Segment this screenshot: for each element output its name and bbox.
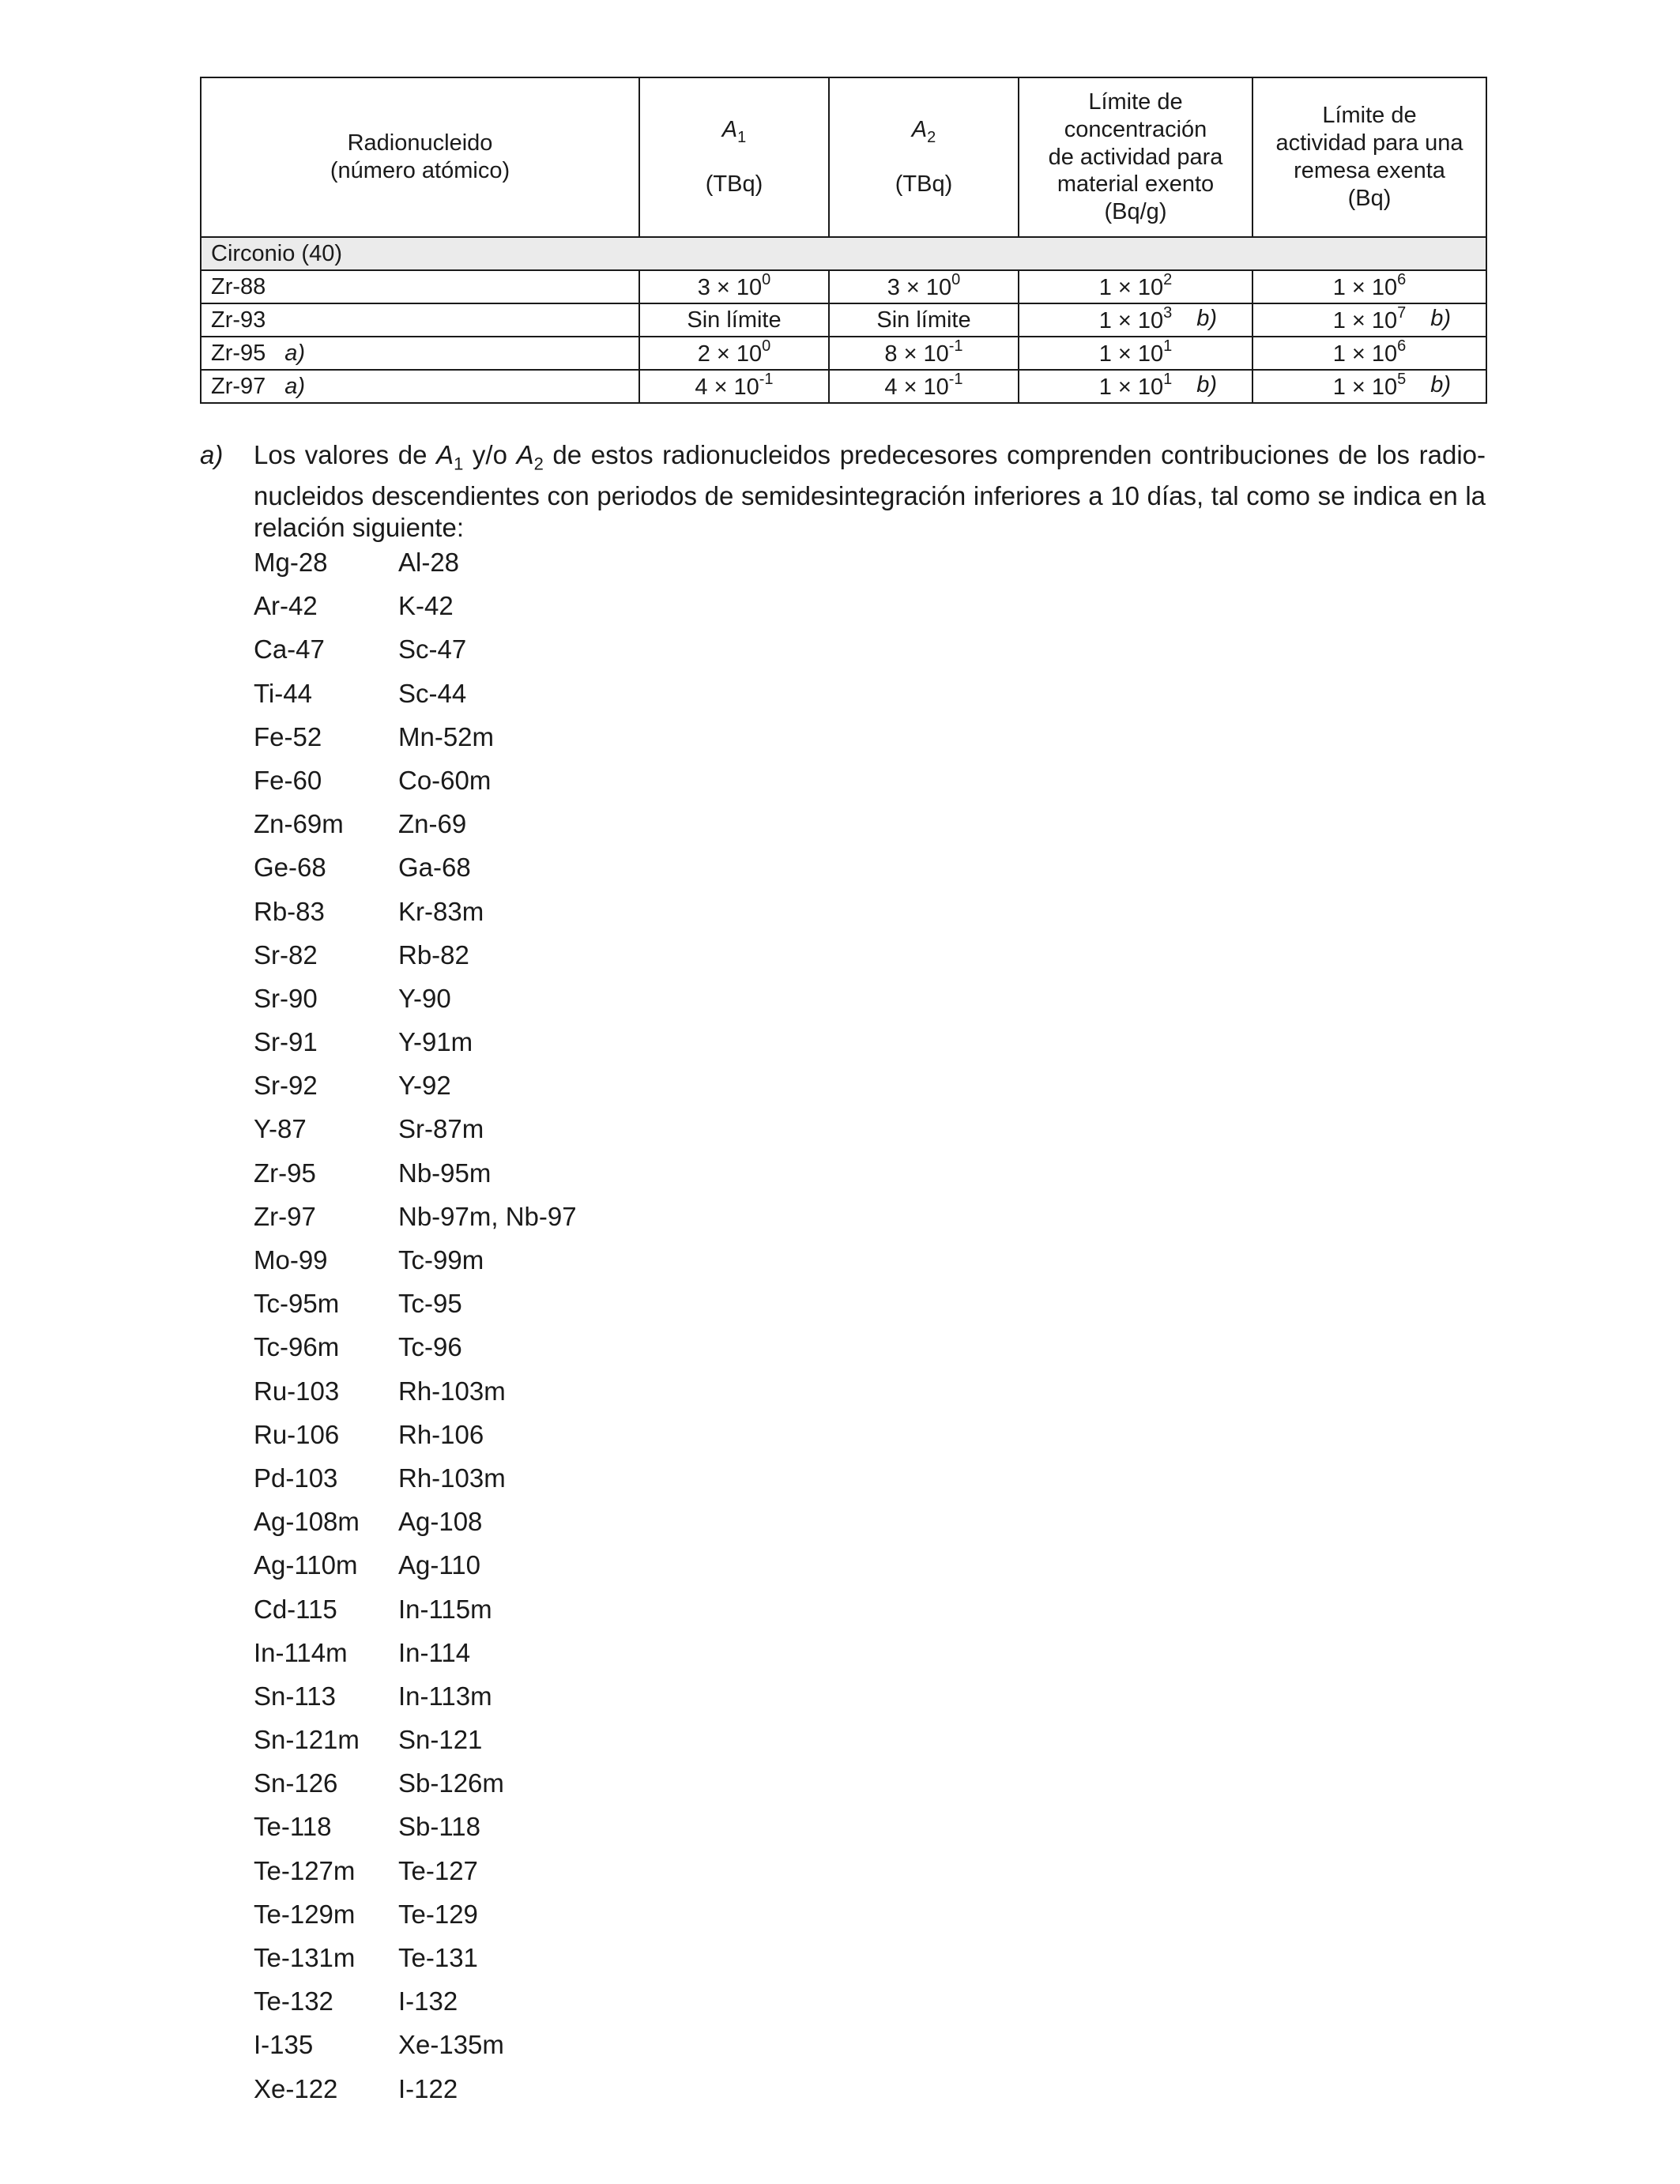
list-item (254, 1681, 577, 1724)
concentration-value-cell (1019, 337, 1252, 370)
radionuclide-table (200, 77, 1487, 404)
footnote-text-part1: Los valores de (254, 440, 437, 469)
daughter-nuclide: Rh-103m (398, 1463, 506, 1493)
parent-nuclide: Tc-95m (254, 1289, 340, 1319)
header-a1-symbol: A (721, 117, 738, 143)
list-item (254, 547, 577, 590)
parent-nuclide: Sn-121m (254, 1725, 360, 1755)
parent-nuclide: Pd-103 (254, 1463, 338, 1493)
daughter-nuclide: Sc-47 (398, 634, 467, 665)
a2-value-cell (829, 303, 1019, 337)
daughter-nuclide: Xe-135m (398, 2030, 504, 2060)
parent-nuclide: Fe-52 (254, 721, 322, 751)
list-item (254, 634, 577, 677)
daughter-nuclide: Tc-95 (398, 1289, 462, 1319)
parent-nuclide: Ti-44 (254, 678, 312, 708)
list-item (254, 1986, 577, 2029)
daughter-nuclide: Sb-126m (398, 1768, 504, 1798)
header-radionuclide-line2: (número atómico) (330, 158, 510, 183)
header-consignment-limit (1252, 77, 1486, 237)
list-item (254, 721, 577, 765)
list-item (254, 1113, 577, 1157)
a2-value-cell (829, 337, 1019, 370)
header-cons-line1: Límite de (1322, 103, 1417, 129)
parent-nuclide: Zr-97 (254, 1201, 316, 1231)
daughter-nuclide: Rb-82 (398, 939, 469, 970)
header-a2 (829, 77, 1019, 237)
daughter-nuclide: Sr-87m (398, 1114, 484, 1144)
list-item (254, 983, 577, 1026)
nuclide-cell (201, 303, 639, 337)
consignment-value-cell (1252, 270, 1486, 303)
header-conc-line1: Límite de (1088, 89, 1183, 115)
a2-value-base: 10 (925, 274, 952, 300)
times-sign: × (1351, 274, 1365, 300)
list-item (254, 896, 577, 939)
parent-nuclide: Sr-90 (254, 983, 318, 1013)
concentration-value (1098, 371, 1173, 400)
parent-nuclide: In-114m (254, 1637, 348, 1667)
parent-nuclide: Te-131m (254, 1943, 356, 1972)
element-group-row (201, 237, 1486, 270)
a2-value-cell (829, 270, 1019, 303)
footnote-ref: a) (284, 373, 306, 399)
list-item (254, 1331, 577, 1375)
header-conc-line3: de actividad para (1048, 144, 1223, 170)
daughter-nuclide: I-122 (398, 2073, 458, 2103)
footnote-ref: a) (284, 340, 306, 366)
concentration-value-mantissa: 1 (1098, 307, 1112, 333)
concentration-value-base: 10 (1137, 274, 1164, 300)
list-item (254, 808, 577, 852)
nuclide-name: Zr-95 (211, 340, 266, 366)
parent-daughter-list (254, 547, 577, 2117)
header-radionuclide-line1: Radionucleido (347, 130, 493, 156)
daughter-nuclide: Tc-96 (398, 1332, 462, 1362)
concentration-value-cell (1019, 303, 1252, 337)
concentration-value-cell (1019, 270, 1252, 303)
concentration-value-base: 10 (1137, 307, 1164, 333)
footnote-a2-subscript: 2 (533, 454, 544, 474)
nuclide-name: Zr-88 (211, 273, 266, 299)
footnote-ref: b) (1196, 306, 1217, 332)
a2-value-base: 10 (923, 341, 949, 367)
footnote-a2-symbol: A (516, 440, 534, 469)
concentration-value-exponent: 1 (1163, 337, 1173, 356)
a1-value (697, 271, 771, 300)
footnote-ref: b) (1196, 372, 1217, 398)
times-sign: × (1117, 374, 1132, 400)
header-concentration-limit (1019, 77, 1252, 237)
table-row (201, 270, 1486, 303)
a1-value-exponent: 0 (762, 337, 771, 356)
parent-nuclide: Ag-108m (254, 1507, 360, 1537)
header-conc-line4: material exento (1057, 171, 1215, 198)
table-row (201, 303, 1486, 337)
parent-nuclide: Sr-82 (254, 939, 318, 970)
daughter-nuclide: Tc-99m (398, 1245, 484, 1275)
parent-nuclide: Te-118 (254, 1812, 332, 1842)
concentration-value-mantissa: 1 (1098, 374, 1112, 400)
header-conc-line2: concentración (1064, 116, 1207, 142)
parent-nuclide: Cd-115 (254, 1594, 337, 1624)
parent-nuclide: Xe-122 (254, 2073, 338, 2103)
consignment-value-mantissa: 1 (1332, 341, 1346, 367)
parent-nuclide: Ar-42 (254, 591, 318, 621)
times-sign: × (1117, 307, 1132, 333)
table-row (201, 337, 1486, 370)
list-item (254, 1942, 577, 1986)
header-cons-line3: remesa exenta (1294, 158, 1445, 183)
consignment-value-mantissa: 1 (1332, 307, 1346, 333)
header-a1-unit: (TBq) (705, 171, 763, 197)
parent-nuclide: Fe-60 (254, 765, 322, 795)
a1-value (695, 371, 774, 400)
daughter-nuclide: Nb-97m, Nb-97 (398, 1201, 577, 1231)
concentration-value-exponent: 1 (1163, 371, 1173, 389)
nuclide-cell (201, 270, 639, 303)
concentration-value-mantissa: 1 (1098, 274, 1112, 300)
consignment-value (1332, 304, 1407, 333)
list-item (254, 1811, 577, 1855)
list-item (254, 2073, 577, 2117)
daughter-nuclide: Kr-83m (398, 896, 484, 926)
daughter-nuclide: Y-90 (398, 983, 451, 1013)
daughter-nuclide: Co-60m (398, 765, 492, 795)
footnote-a1-subscript: 1 (454, 454, 464, 474)
table-row (201, 370, 1486, 403)
list-item (254, 1724, 577, 1768)
times-sign: × (1351, 341, 1365, 367)
daughter-nuclide: Zn-69 (398, 809, 467, 839)
parent-nuclide: Ag-110m (254, 1550, 358, 1580)
daughter-nuclide: Y-91m (398, 1027, 473, 1057)
daughter-nuclide: Ag-110 (398, 1550, 480, 1580)
parent-nuclide: Ru-106 (254, 1419, 340, 1449)
header-a2-unit: (TBq) (895, 171, 953, 197)
a1-value-exponent: -1 (759, 371, 774, 389)
list-item (254, 1637, 577, 1681)
daughter-nuclide: Nb-95m (398, 1158, 492, 1188)
nuclide-cell (201, 337, 639, 370)
list-item (254, 1201, 577, 1245)
footnote-text-part3: de estos radionucleidos predecesores comprenden contribuciones de los radio-nucleidos descendientes con periodos de semidesintegración inferiores a 10 días, tal como se indica en la relación siguiente: (254, 440, 1486, 542)
a2-value-exponent: -1 (948, 337, 963, 356)
header-cons-line2: actividad para una (1275, 130, 1463, 156)
a1-value: Sin límite (687, 307, 782, 333)
nuclide-name: Zr-93 (211, 307, 266, 333)
times-sign: × (716, 274, 730, 300)
a1-value-cell (639, 270, 829, 303)
a1-value-mantissa: 4 (695, 374, 708, 400)
a1-value-exponent: 0 (762, 271, 771, 289)
a2-value (887, 271, 961, 300)
a1-value (697, 337, 771, 367)
element-group-label: Circonio (40) (201, 237, 1486, 270)
consignment-value-cell (1252, 303, 1486, 337)
consignment-value-base: 10 (1371, 274, 1398, 300)
footnote-label: a) (200, 440, 224, 469)
footnote-ref: b) (1430, 306, 1451, 332)
a1-value-base: 10 (736, 274, 763, 300)
consignment-value-base: 10 (1371, 341, 1398, 367)
daughter-nuclide: Rh-106 (398, 1419, 484, 1449)
daughter-nuclide: Sc-44 (398, 678, 467, 708)
concentration-value-exponent: 3 (1163, 304, 1173, 322)
consignment-value-mantissa: 1 (1332, 374, 1346, 400)
a1-value-cell (639, 337, 829, 370)
list-item (254, 1376, 577, 1419)
daughter-nuclide: Rh-103m (398, 1376, 506, 1406)
a1-value-mantissa: 2 (697, 341, 710, 367)
consignment-value-cell (1252, 370, 1486, 403)
a1-value-mantissa: 3 (697, 274, 710, 300)
list-item (254, 2029, 577, 2073)
list-item (254, 1899, 577, 1942)
list-item (254, 1855, 577, 1899)
a1-value-base: 10 (733, 374, 759, 400)
times-sign: × (1117, 274, 1132, 300)
header-cons-line4: (Bq) (1347, 185, 1392, 211)
daughter-nuclide: I-132 (398, 1986, 458, 2016)
times-sign: × (714, 374, 728, 400)
nuclide-name: Zr-97 (211, 373, 266, 399)
concentration-value-mantissa: 1 (1098, 341, 1112, 367)
parent-nuclide: Rb-83 (254, 896, 325, 926)
list-item (254, 1245, 577, 1288)
concentration-value (1098, 337, 1173, 367)
parent-nuclide: Ca-47 (254, 634, 325, 665)
header-a2-symbol: A (911, 117, 928, 143)
list-item (254, 765, 577, 808)
nuclide-cell (201, 370, 639, 403)
footnote-ref: b) (1430, 372, 1451, 398)
daughter-nuclide: Al-28 (398, 548, 460, 577)
a1-value-base: 10 (736, 341, 763, 367)
header-conc-line5: (Bq/g) (1104, 199, 1167, 225)
header-radionuclide (201, 77, 639, 237)
list-item (254, 1026, 577, 1070)
parent-nuclide: Te-127m (254, 1855, 356, 1885)
parent-nuclide: Mo-99 (254, 1245, 328, 1275)
list-item (254, 1594, 577, 1637)
daughter-nuclide: Te-129 (398, 1899, 478, 1929)
daughter-nuclide: In-115m (398, 1594, 492, 1624)
list-item (254, 590, 577, 634)
a2-value-exponent: -1 (948, 371, 963, 389)
parent-nuclide: Zr-95 (254, 1158, 316, 1188)
consignment-value-exponent: 6 (1397, 337, 1407, 356)
header-a1 (639, 77, 829, 237)
parent-nuclide: Sr-92 (254, 1071, 318, 1101)
daughter-nuclide: Mn-52m (398, 721, 495, 751)
list-item (254, 678, 577, 721)
list-item (254, 1288, 577, 1331)
concentration-value-base: 10 (1137, 341, 1164, 367)
parent-nuclide: Zn-69m (254, 809, 344, 839)
concentration-value (1098, 304, 1173, 333)
concentration-value-cell (1019, 370, 1252, 403)
a1-value-cell (639, 370, 829, 403)
consignment-value-mantissa: 1 (1332, 274, 1346, 300)
times-sign: × (1351, 307, 1365, 333)
parent-nuclide: Sn-126 (254, 1768, 338, 1798)
daughter-nuclide: Te-127 (398, 1855, 478, 1885)
consignment-value-exponent: 6 (1397, 271, 1407, 289)
a1-value-cell (639, 303, 829, 337)
times-sign: × (903, 374, 917, 400)
concentration-value-base: 10 (1137, 374, 1164, 400)
parent-nuclide: Ru-103 (254, 1376, 340, 1406)
times-sign: × (1351, 374, 1365, 400)
a2-value (884, 337, 963, 367)
a2-value-base: 10 (923, 374, 949, 400)
header-a1-subscript: 1 (737, 129, 747, 146)
consignment-value-base: 10 (1371, 307, 1398, 333)
a2-value (884, 371, 963, 400)
list-item (254, 1550, 577, 1593)
times-sign: × (716, 341, 730, 367)
list-item (254, 939, 577, 983)
daughter-nuclide: Sn-121 (398, 1725, 483, 1755)
parent-nuclide: Mg-28 (254, 548, 328, 577)
daughter-nuclide: Y-92 (398, 1071, 451, 1101)
daughter-nuclide: K-42 (398, 591, 454, 621)
daughter-nuclide: Te-131 (398, 1943, 478, 1972)
consignment-value (1332, 271, 1407, 300)
a2-value-mantissa: 3 (887, 274, 900, 300)
concentration-value (1098, 271, 1173, 300)
footnote-text (254, 439, 1486, 544)
footnote-a (200, 439, 1486, 544)
table-header-row (201, 77, 1486, 237)
parent-nuclide: Y-87 (254, 1114, 307, 1144)
a2-value-mantissa: 8 (884, 341, 898, 367)
a2-value-cell (829, 370, 1019, 403)
a2-value-exponent: 0 (951, 271, 961, 289)
parent-nuclide: Tc-96m (254, 1332, 340, 1362)
daughter-nuclide: Ga-68 (398, 853, 471, 883)
a2-value: Sin límite (876, 307, 971, 333)
footnote-text-part2: y/o (463, 440, 517, 469)
concentration-value-exponent: 2 (1163, 271, 1173, 289)
parent-nuclide: Ge-68 (254, 853, 326, 883)
consignment-value-base: 10 (1371, 374, 1398, 400)
consignment-value-exponent: 7 (1397, 304, 1407, 322)
parent-nuclide: Sr-91 (254, 1027, 318, 1057)
parent-nuclide: Te-129m (254, 1899, 356, 1929)
times-sign: × (906, 274, 920, 300)
parent-nuclide: I-135 (254, 2030, 314, 2060)
list-item (254, 1463, 577, 1506)
times-sign: × (903, 341, 917, 367)
daughter-nuclide: In-113m (398, 1681, 492, 1711)
footnote-a1-symbol: A (436, 440, 454, 469)
list-item (254, 1158, 577, 1201)
consignment-value (1332, 337, 1407, 367)
daughter-nuclide: Sb-118 (398, 1812, 480, 1842)
list-item (254, 1070, 577, 1113)
a2-value-mantissa: 4 (884, 374, 898, 400)
list-item (254, 1419, 577, 1463)
list-item (254, 852, 577, 895)
daughter-nuclide: Ag-108 (398, 1507, 483, 1537)
parent-nuclide: Te-132 (254, 1986, 333, 2016)
list-item (254, 1506, 577, 1550)
header-a2-subscript: 2 (927, 129, 936, 146)
times-sign: × (1117, 341, 1132, 367)
consignment-value (1332, 371, 1407, 400)
list-item (254, 1768, 577, 1811)
daughter-nuclide: In-114 (398, 1637, 471, 1667)
parent-nuclide: Sn-113 (254, 1681, 336, 1711)
consignment-value-exponent: 5 (1397, 371, 1407, 389)
consignment-value-cell (1252, 337, 1486, 370)
